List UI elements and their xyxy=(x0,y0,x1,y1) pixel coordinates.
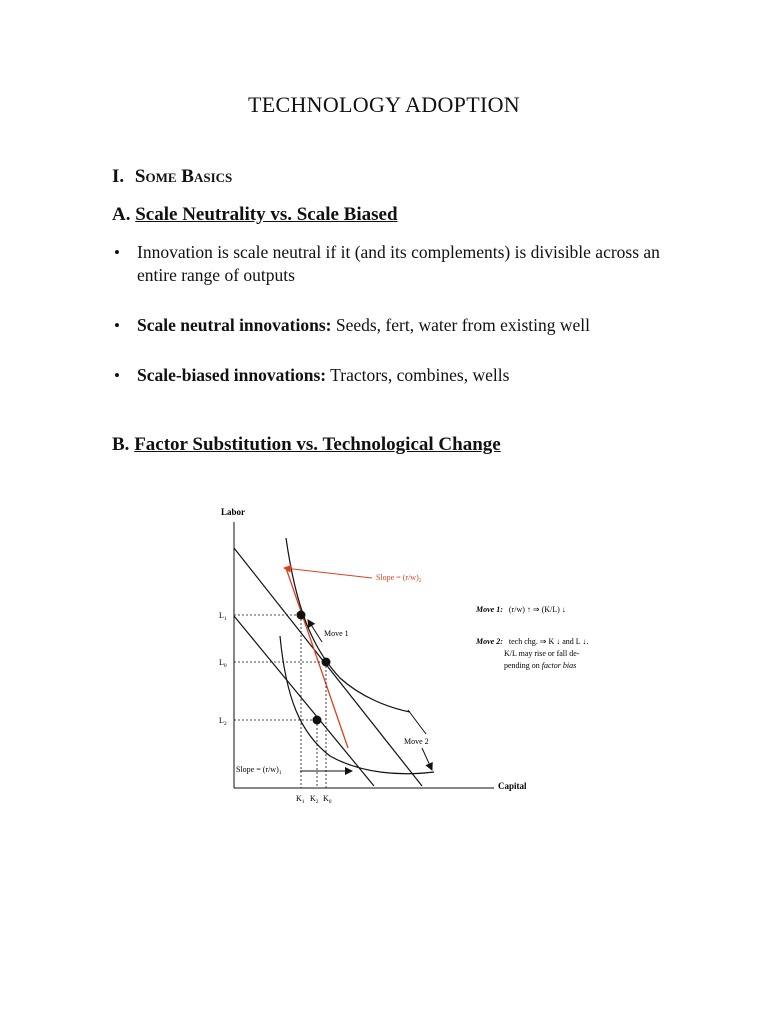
isoquant-upper xyxy=(286,538,410,712)
point-1 xyxy=(297,611,306,620)
subsection-a-letter: A. xyxy=(112,204,131,225)
bullet-bold: Scale neutral innovations: xyxy=(137,315,332,335)
move1-label: Move 1 xyxy=(324,629,349,638)
point-0 xyxy=(322,658,331,667)
subsection-b-label: Factor Substitution vs. Technological Change xyxy=(134,434,501,455)
note1: Move 1: (r/w) ↑ ⇒ (K/L) ↓ xyxy=(476,605,566,614)
note2-line3: pending on factor bias xyxy=(504,661,577,670)
isoquant-lower xyxy=(280,636,434,774)
red-slope-arrow xyxy=(284,568,372,578)
tick-L2: $L_2$ xyxy=(219,716,227,727)
tick-L1: $L_1$ xyxy=(219,611,227,622)
section-heading xyxy=(112,166,232,188)
bullet-body: Tractors, combines, wells xyxy=(326,365,510,385)
note2-line2: K/L may rise or fall de- xyxy=(504,649,580,658)
bullet-text xyxy=(137,314,677,337)
isoquant-figure xyxy=(212,498,589,818)
move2-arrow xyxy=(422,748,432,770)
tick-K1: $K_1$ xyxy=(296,794,305,805)
bullet-text xyxy=(137,241,677,287)
x-axis-label: Capital xyxy=(498,781,527,791)
bullet-bold: Scale-biased innovations: xyxy=(137,365,327,385)
section-label: Some Basics xyxy=(134,166,233,187)
note2-line1: Move 2: tech chg. ⇒ K ↓ and L ↓. xyxy=(476,637,589,646)
bullet-dot: • xyxy=(114,366,120,385)
bullet-text xyxy=(137,364,677,387)
page-title: TECHNOLOGY ADOPTION xyxy=(248,92,520,117)
subsection-a-heading xyxy=(112,204,398,226)
point-2 xyxy=(313,716,322,725)
bullet-body: Seeds, fert, water from existing well xyxy=(331,315,591,335)
subsection-a-label: Scale Neutrality vs. Scale Biased xyxy=(135,204,398,225)
subsection-b-heading xyxy=(112,434,501,456)
tick-K0: $K_0$ xyxy=(323,794,332,805)
isocost-line-1 xyxy=(234,548,422,786)
bullet-body: Innovation is scale neutral if it (and its complements) is divisible across an entire range of outputs xyxy=(137,242,660,285)
bullet-dot: • xyxy=(114,316,120,335)
move2-label: Move 2 xyxy=(404,737,429,746)
black-slope-label: Slope = $(r/w)_1$ xyxy=(236,765,282,776)
move2-line xyxy=(408,710,426,734)
tick-L0: $L_0$ xyxy=(219,658,227,669)
subsection-b-letter: B. xyxy=(112,434,130,455)
isocost-line-2 xyxy=(234,616,374,786)
tick-K2: $K_2$ xyxy=(310,794,319,805)
red-slope-label: Slope = $(r/w)_2$ xyxy=(376,573,422,584)
bullet-dot: • xyxy=(114,243,120,262)
section-number: I. xyxy=(112,166,125,187)
y-axis-label: Labor xyxy=(221,507,246,517)
